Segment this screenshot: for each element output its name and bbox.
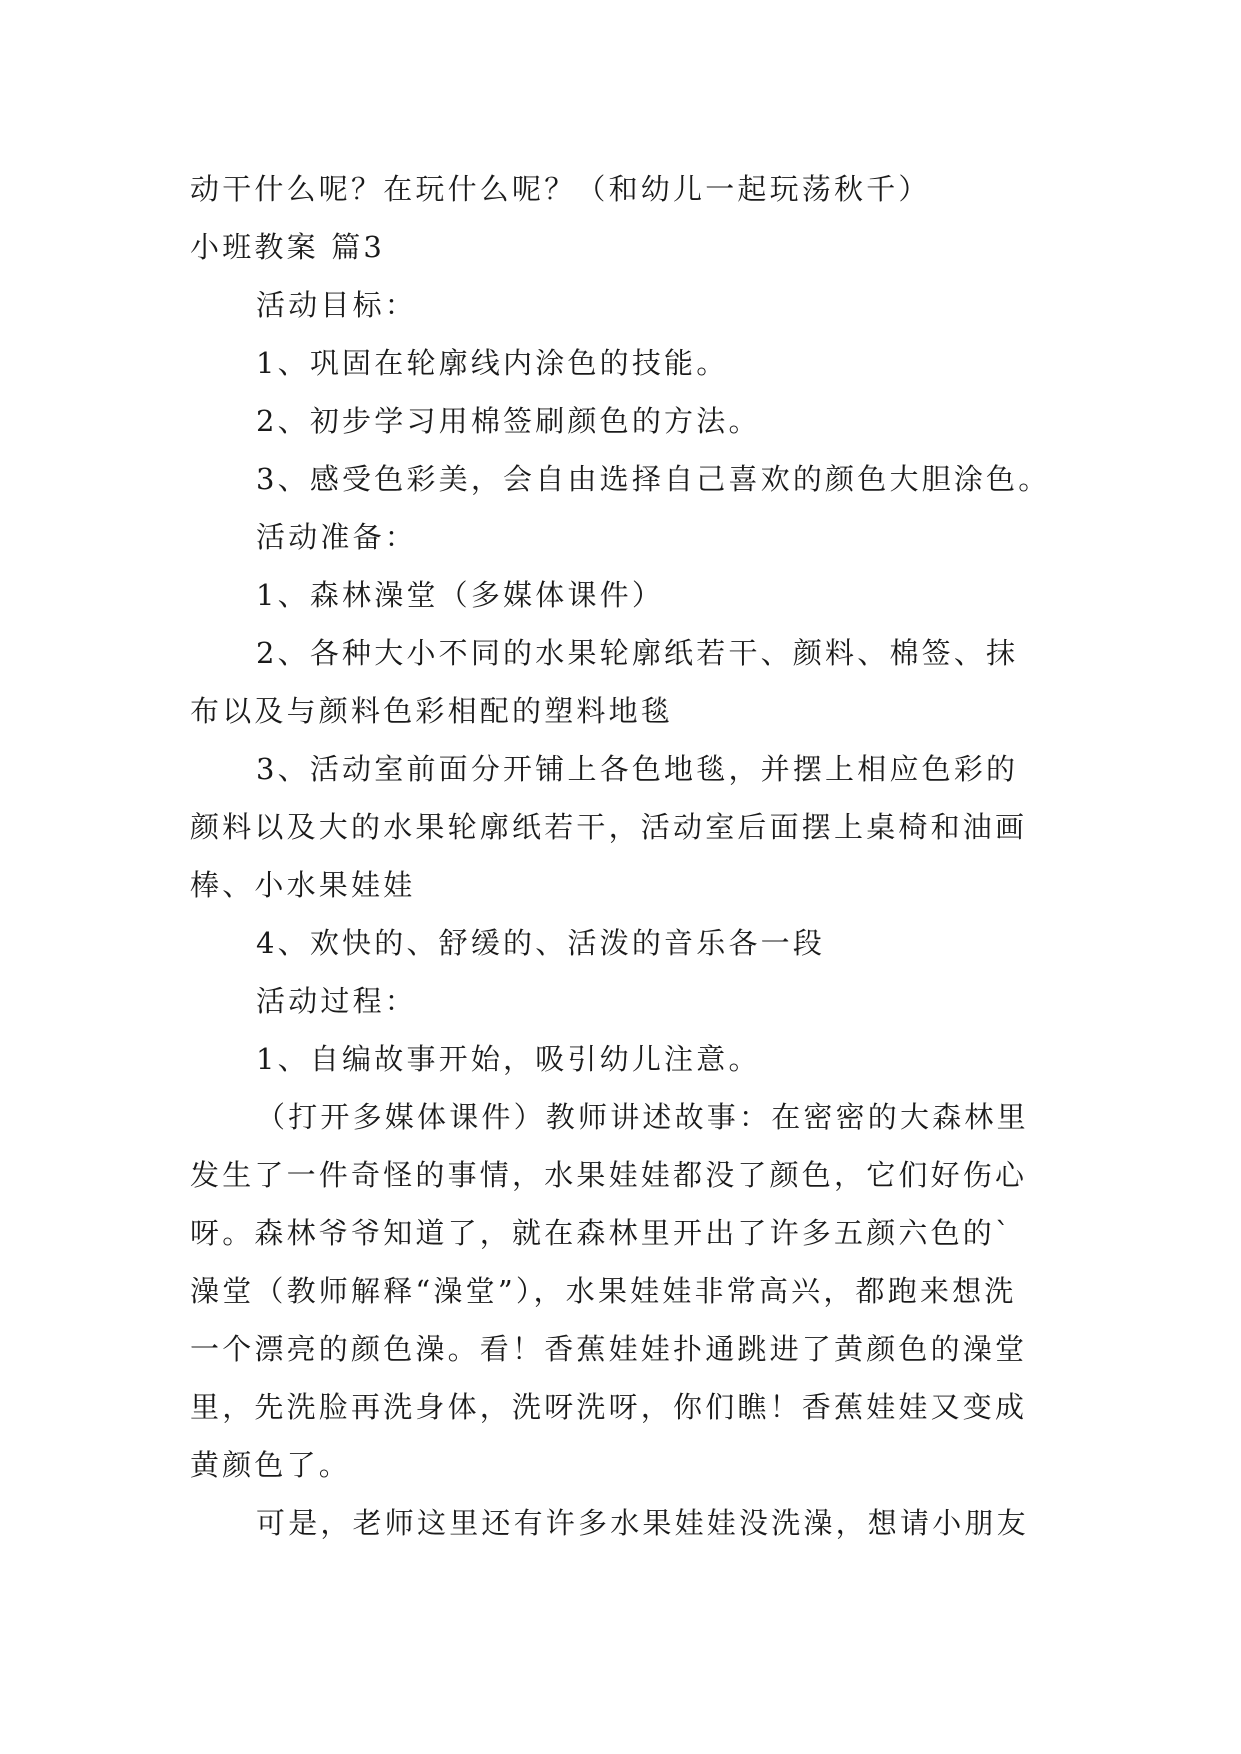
text-line: 3、感受色彩美，会自由选择自己喜欢的颜色大胆涂色。	[256, 462, 1051, 496]
text-line: 1、自编故事开始，吸引幼儿注意。	[256, 1042, 761, 1076]
text-line: 4、欢快的、舒缓的、活泼的音乐各一段	[256, 926, 826, 960]
text-line: （打开多媒体课件）教师讲述故事：在密密的大森林里	[256, 1100, 1029, 1134]
text-line: 发生了一件奇怪的事情，水果娃娃都没了颜色，它们好伤心	[190, 1158, 1028, 1192]
text-line: 棒、小水果娃娃	[190, 868, 416, 902]
text-line: 布以及与颜料色彩相配的塑料地毯	[190, 694, 674, 728]
text-line: 活动目标：	[256, 288, 418, 322]
text-line: 可是，老师这里还有许多水果娃娃没洗澡，想请小朋友	[256, 1506, 1029, 1540]
text-line: 里，先洗脸再洗身体，洗呀洗呀，你们瞧！香蕉娃娃又变成	[190, 1390, 1028, 1424]
text-line: 一个漂亮的颜色澡。看！香蕉娃娃扑通跳进了黄颜色的澡堂	[190, 1332, 1028, 1366]
text-line: 1、森林澡堂（多媒体课件）	[256, 578, 665, 612]
text-line: 黄颜色了。	[190, 1448, 352, 1482]
text-line: 2、初步学习用棉签刷颜色的方法。	[256, 404, 761, 438]
text-line: 2、各种大小不同的水果轮廓纸若干、颜料、棉签、抹	[256, 636, 1019, 670]
text-line: 3、活动室前面分开铺上各色地毯，并摆上相应色彩的	[256, 752, 1019, 786]
text-line: 活动准备：	[256, 520, 418, 554]
text-line: 活动过程：	[256, 984, 418, 1018]
text-line: 1、巩固在轮廓线内涂色的技能。	[256, 346, 729, 380]
text-line: 动干什么呢？在玩什么呢？（和幼儿一起玩荡秋千）	[190, 172, 931, 206]
text-line: 呀。森林爷爷知道了，就在森林里开出了许多五颜六色的`	[190, 1216, 1013, 1250]
text-line: 颜料以及大的水果轮廓纸若干，活动室后面摆上桌椅和油画	[190, 810, 1028, 844]
text-line: 澡堂（教师解释“澡堂”），水果娃娃非常高兴，都跑来想洗	[190, 1274, 1017, 1308]
document-body	[190, 160, 1060, 1552]
section-heading: 小班教案 篇3	[190, 230, 386, 264]
